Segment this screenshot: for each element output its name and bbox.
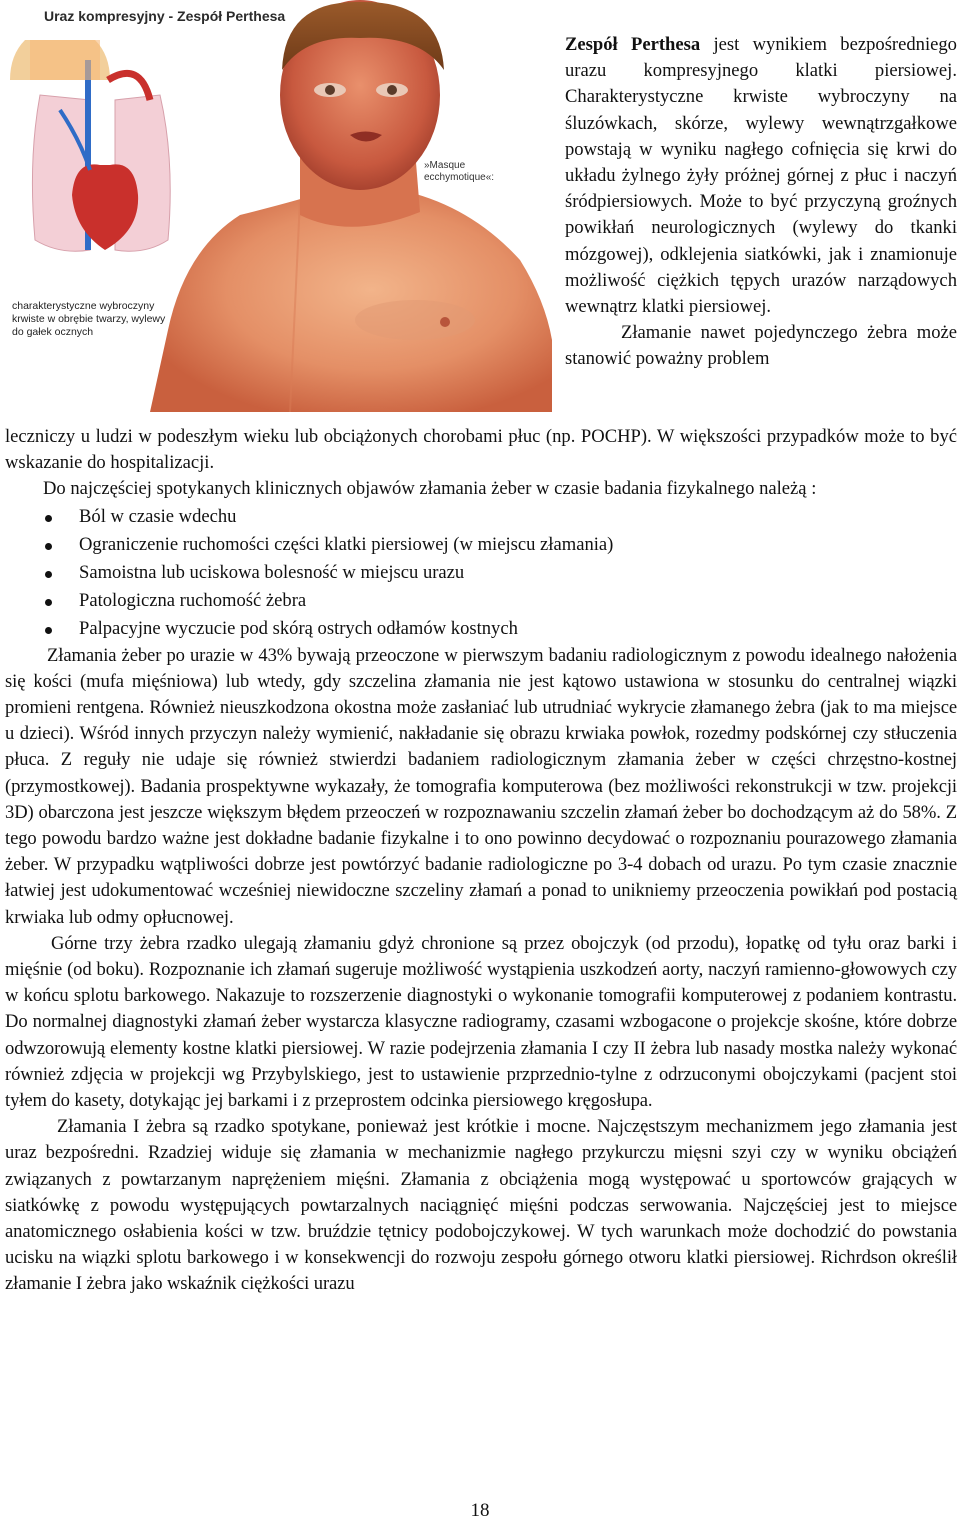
list-item: Samoistna lub uciskowa bolesność w miejscu urazu	[5, 559, 957, 587]
paragraph-symptoms-intro: Do najczęściej spotykanych klinicznych objawów złamania żeber w czasie badania fizykalnego należą :	[43, 478, 817, 500]
list-item: Ból w czasie wdechu	[5, 503, 957, 531]
list-item: Patologiczna ruchomość żebra	[5, 587, 957, 615]
bullet-icon	[45, 543, 52, 550]
term-zespol-perthesa: Zespół Perthesa	[565, 34, 701, 55]
symptoms-list	[5, 503, 957, 643]
bullet-icon	[45, 627, 52, 634]
patient-illustration	[0, 0, 552, 412]
bullet-icon	[45, 599, 52, 606]
paragraph-perthes-body: jest wynikiem bezpośredniego urazu kompresyjnego klatki piersiowej. Charakterystyczne krwiste wybroczyny na śluzówkach, skórze, wylewy wewnątrzgałkowe powstają w wyniku nagłego cofnięcia się krwi do układu żylnego żyły próżnej górnej z płuc i naczyń śródpiersiowych. Może to być przyczyną groźnych powikłań neurologicznych (wylewy do tkanki mózgowej), odklejenia siatkówki, jak i znamionuje możliwość ciężkich tępych urazów narządowych wewnątrz klatki piersiowej.	[565, 34, 957, 318]
main-text	[5, 424, 957, 1298]
list-item: Palpacyjne wyczucie pod skórą ostrych odłamów kostnych	[5, 615, 957, 643]
paragraph-perthes	[565, 32, 957, 320]
figure-caption-right: »Masque ecchymotique«:	[424, 160, 495, 183]
paragraph-radiology: Złamania żeber po urazie w 43% bywają przeoczone w pierwszym badaniu radiologicznym z powodu idealnego nałożenia się kości (mufa mięśniowa) lub wtedy, gdy szczelina złamania nie jest kątowo ustawiona w stosunku do centralnej wiązki promieni rentgena. Również nieuszkodzona okostna może zasłaniać lub utrudniać wykrycie złamanego żebra (jak to ma miejsce u dzieci). Wśród innych przyczyn należy wymienić, nakładanie się obrazu krwiaka powłok, rozedmy podskórnej czy stłuczenia płuca. Z reguły nie udaje się również stwierdzi badaniem radiologicznym złamania żeber w części chrzęstno-kostnej (przymostkowej). Badania prospektywne wykazały, że tomografia komputerowa (bez możliwości rekonstrukcji w tzw. projekcji 3D) obarczona jest jeszcze większym błędem przeoczeń w rozpoznawaniu szczelin złamań żeber bo dochodzącym aż do 58%. Z tego powodu bardzo ważne jest dokładne badanie fizykalne i to ono powinno decydować o rozpoznaniu pourazowego złamania żeber. W przypadku wątpliwości dobrze jest powtórzyć badanie radiologiczne po 3-4 dobach od urazu. Po tym czasie znacznie łatwiej jest udokumentować wcześniej niewidoczne szczeliny złamań a ponad to unikniemy przeoczenia powikłań pod postacią krwiaka lub odmy opłucnowej.	[5, 644, 957, 928]
illustration-perthes-syndrome	[0, 0, 552, 412]
figure-title: Uraz kompresyjny - Zespół Perthesa	[44, 8, 286, 24]
paragraph-rib-fracture-start: Złamanie nawet pojedynczego żebra może stanowić poważny problem	[565, 322, 957, 370]
list-item: Ograniczenie ruchomości części klatki piersiowej (w miejscu złamania)	[5, 531, 957, 559]
bullet-icon	[45, 515, 52, 522]
paragraph-upper-ribs: Górne trzy żebra rzadko ulegają złamaniu gdyż chronione są przez obojczyk (od przodu), łopatkę od tyłu oraz barki i mięśnie (od boku). Rozpoznanie ich złamań sugeruje możliwość wystąpienia uszkodzeń aorty, naczyń ramienno-głowowych czy w końcu splotu barkowego. Nakazuje to rozszerzenie diagnostyki o wykonanie tomografii komputerowej z podaniem kontrastu. Do normalnej diagnostyki złamań żeber wystarcza klasyczne radiogramy, czasami wzbogacone o projekcje skośne, które dobrze odwzorowują elementy kostne klatki piersiowej. W razie podejrzenia złamania I czy II żebra lub nasady mostka należy wykonać również zdjęcia w projekcji wg Przybylskiego, jest to ustawienie przprzednio-tylne z odrzuconymi obojczykami (pacjent stoi tyłem do kasety, dotykając jej barkami i z przeprostem odcinka piersiowego kręgosłupa.	[5, 932, 957, 1112]
paragraph-rib-fracture-cont: leczniczy u ludzi w podeszłym wieku lub obciążonych chorobami płuc (np. POCHP). W większości przypadków może to być wskazanie do hospitalizacji.	[5, 426, 957, 474]
bullet-icon	[45, 571, 52, 578]
page-number: 18	[470, 1500, 490, 1521]
figure-caption-left: charakterystyczne wybroczyny krwiste w obrębie twarzy, wylewy do gałek ocznych	[12, 300, 166, 338]
paragraph-first-rib: Złamania I żebra są rzadko spotykane, ponieważ jest krótkie i mocne. Najczęstszym mechanizmem jego złamania jest uraz bezpośredni. Rzadziej widuje się złamania w mechanizmie nagłego przykurczu mięsni szyi czy w wyniku obciążeń związanych z powtarzanym naprężeniem mięśni. Złamania z obciążenia mogą występować u sportowców grających w siatkówkę z powodu występujących powtarzalnych naciągnięć mięśni podczas serwowania. Najczęściej jest to miejsce anatomicznego osłabienia kości w tzw. bruździe tętnicy podobojczykowej. W tych warunkach może dochodzić do powstania ucisku na wiązki splotu barkowego i w konsekwencji do rozwoju zespołu górnego otworu klatki piersiowej. Richrdson określił złamanie I żebra jako wskaźnik ciężkości urazu	[5, 1116, 957, 1295]
side-column	[565, 32, 957, 373]
